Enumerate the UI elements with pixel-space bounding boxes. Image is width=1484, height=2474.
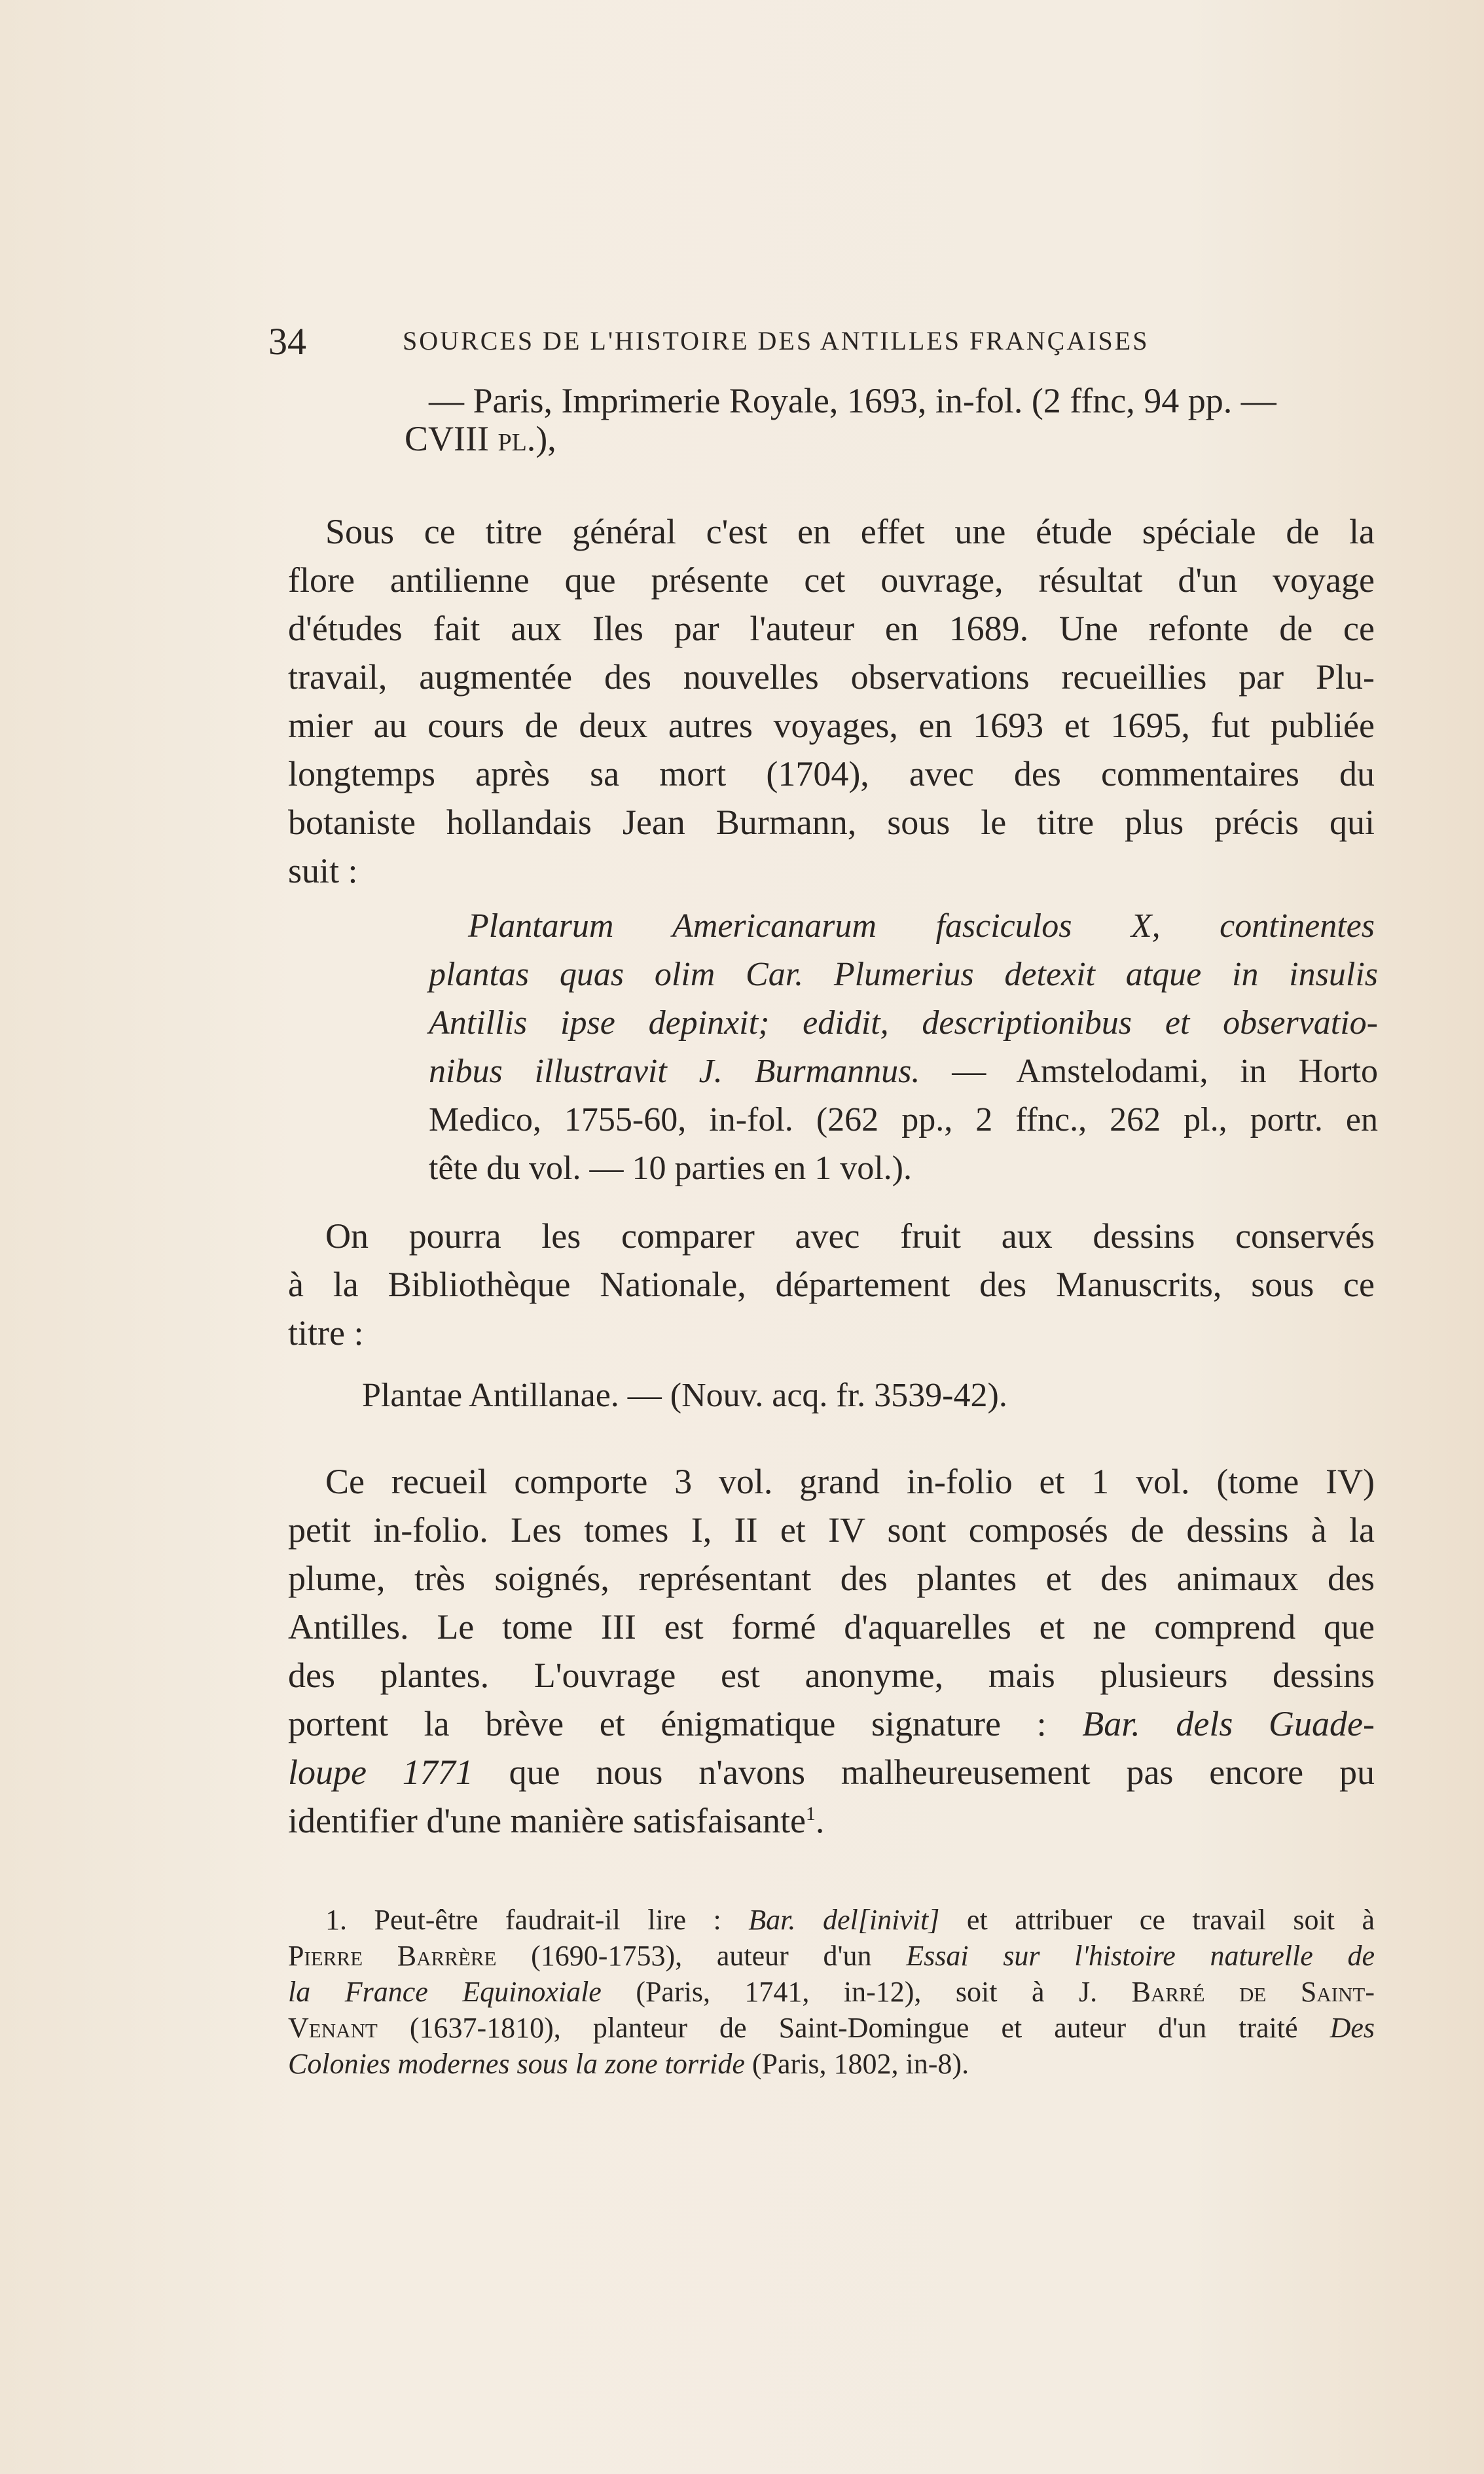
footnote-line — [288, 1974, 1375, 2010]
footnote-italic: Des — [1330, 2012, 1375, 2044]
citation-line: plantas quas olim Car. Plumerius detexit atque in insulis — [429, 956, 1378, 993]
citation-line: tête du vol. — 10 parties en 1 vol.). — [429, 1150, 912, 1187]
footnote-italic: la France Equinoxiale — [288, 1976, 602, 2008]
footnote-italic: Essai sur l'histoire naturelle de — [906, 1940, 1375, 1972]
footnote-marker[interactable]: 1 — [805, 1803, 816, 1825]
citation-line: Plantarum Americanarum fasciculos X, continentes — [468, 907, 1375, 945]
signature-text: loupe 1771 — [288, 1753, 473, 1792]
footnote-text: (Paris, 1802, in-8). — [744, 2048, 969, 2080]
para3-line — [288, 1748, 1375, 1796]
footnote-line — [288, 2046, 969, 2082]
footnote-text: et attribuer ce travail soit à — [939, 1904, 1375, 1936]
para2-line: On pourra les comparer avec fruit aux dessins conservés — [325, 1216, 1375, 1256]
running-title: SOURCES DE L'HISTOIRE DES ANTILLES FRANÇAISES — [403, 326, 1149, 355]
para2-line: à la Bibliothèque Nationale, département des Manuscrits, sous ce — [288, 1265, 1375, 1304]
citation-author: nibus illustravit J. Burmannus. — [429, 1053, 920, 1090]
para3-line: Ce recueil comporte 3 vol. grand in-folio et 1 vol. (tome IV) — [325, 1462, 1375, 1501]
citation-line — [429, 1047, 1378, 1096]
para1-line: Sous ce titre général c'est en effet une étude spéciale de la — [325, 512, 1375, 551]
para1-line: longtemps après sa mort (1704), avec des commentaires du — [288, 754, 1375, 793]
intro-line-2 — [405, 414, 556, 463]
footnote-text: (Paris, 1741, in-12), soit à J. — [601, 1976, 1132, 2008]
intro-line-1: — Paris, Imprimerie Royale, 1693, in-fol. (2 ffnc, 94 pp. — — [429, 381, 1276, 420]
para3-text: . — [815, 1801, 825, 1840]
footnote-italic: Bar. del[inivit] — [748, 1904, 940, 1936]
citation-imprint: — Amstelodami, in Horto — [920, 1053, 1378, 1090]
footnote-italic: Colonies modernes sous la zone torride — [288, 2048, 745, 2080]
manuscript-reference: Plantae Antillanae. — (Nouv. acq. fr. 3539-42). — [362, 1377, 1007, 1414]
para3-line — [288, 1796, 824, 1845]
footnote-line — [288, 1938, 1375, 1974]
para1-line: d'études fait aux Iles par l'auteur en 1689. Une refonte de ce — [288, 609, 1375, 648]
footnote-text: 1. Peut-être faudrait-il lire : — [325, 1904, 749, 1936]
para1-line: suit : — [288, 851, 358, 890]
citation-line: Antillis ipse depinxit; edidit, descriptionibus et observatio- — [429, 1004, 1378, 1042]
para3-text: que nous n'avons malheureusement pas encore pu — [473, 1753, 1375, 1792]
footnote-text: (1690-1753), auteur d'un — [496, 1940, 907, 1972]
para3-line: petit in-folio. Les tomes I, II et IV sont composés de dessins à la — [288, 1510, 1375, 1550]
para3-line: Antilles. Le tome III est formé d'aquarelles et ne comprend que — [288, 1607, 1375, 1646]
signature-text: Bar. dels Guade- — [1082, 1704, 1375, 1743]
para3-text: portent la brève et énigmatique signature : — [288, 1704, 1083, 1743]
para1-line: botaniste hollandais Jean Burmann, sous le titre plus précis qui — [288, 803, 1375, 842]
para1-line: mier au cours de deux autres voyages, en 1693 et 1695, fut publiée — [288, 706, 1375, 745]
footnote-line — [288, 2010, 1375, 2046]
person-name: Venant — [288, 2012, 378, 2044]
person-name: Pierre Barrère — [288, 1940, 497, 1972]
intro-line-2-text: CVIII pl.), — [405, 419, 556, 458]
para3-text: identifier d'une manière satisfaisante — [288, 1801, 806, 1840]
para1-line: travail, augmentée des nouvelles observations recueillies par Plu- — [288, 657, 1375, 697]
para1-line: flore antilienne que présente cet ouvrage, résultat d'un voyage — [288, 560, 1375, 600]
footnote-text: (1637-1810), planteur de Saint-Domingue et auteur d'un traité — [377, 2012, 1330, 2044]
para3-line — [288, 1700, 1375, 1748]
para3-line: plume, très soignés, représentant des plantes et des animaux des — [288, 1559, 1375, 1598]
person-name: Barré de Saint- — [1131, 1976, 1375, 2008]
footnote-line — [325, 1902, 1375, 1938]
para3-line: des plantes. L'ouvrage est anonyme, mais plusieurs dessins — [288, 1656, 1375, 1695]
para2-line: titre : — [288, 1313, 364, 1353]
citation-line: Medico, 1755-60, in-fol. (262 pp., 2 ffnc., 262 pl., portr. en — [429, 1101, 1378, 1138]
page-number: 34 — [268, 320, 306, 363]
